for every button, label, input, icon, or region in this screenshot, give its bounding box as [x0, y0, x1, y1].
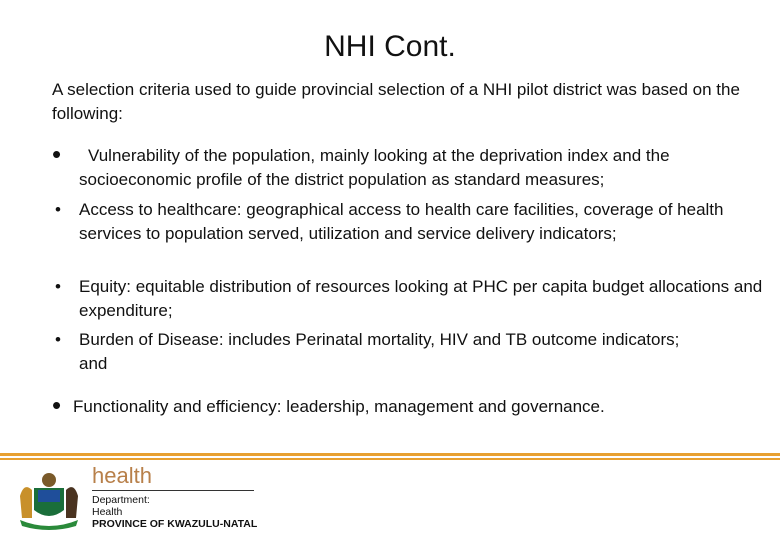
department-label — [92, 494, 150, 518]
footer-divider — [0, 453, 780, 456]
slide-title: NHI Cont. — [324, 30, 456, 63]
footer-divider — [0, 458, 780, 460]
intro-text: A selection criteria used to guide provincial selection of a NHI pilot district was based on the following: — [52, 80, 740, 123]
coat-of-arms-logo — [14, 468, 84, 530]
health-wordmark: health — [92, 463, 152, 488]
department-name: Health — [92, 506, 123, 518]
bullet-item: • Equity: equitable distribution of resources looking at PHC per capita budget allocations and expenditure; — [55, 277, 763, 320]
logo-rule — [92, 490, 254, 491]
bullet-item: • Functionality and efficiency: leadership, management and governance. — [52, 390, 605, 420]
province-label: PROVINCE OF KWAZULU-NATAL — [92, 518, 258, 530]
department-line: Department: — [92, 494, 150, 506]
bullet-item: • Burden of Disease: includes Perinatal mortality, HIV and TB outcome indicators; and — [55, 330, 680, 373]
bullet-item: • Access to healthcare: geographical access to health care facilities, coverage of health services to population served, utilization and service delivery indicators; — [55, 200, 724, 243]
bullet-item: • Vulnerability of the population, mainly looking at the deprivation index and the socioeconomic profile of the district population as standard measures; — [52, 139, 670, 189]
